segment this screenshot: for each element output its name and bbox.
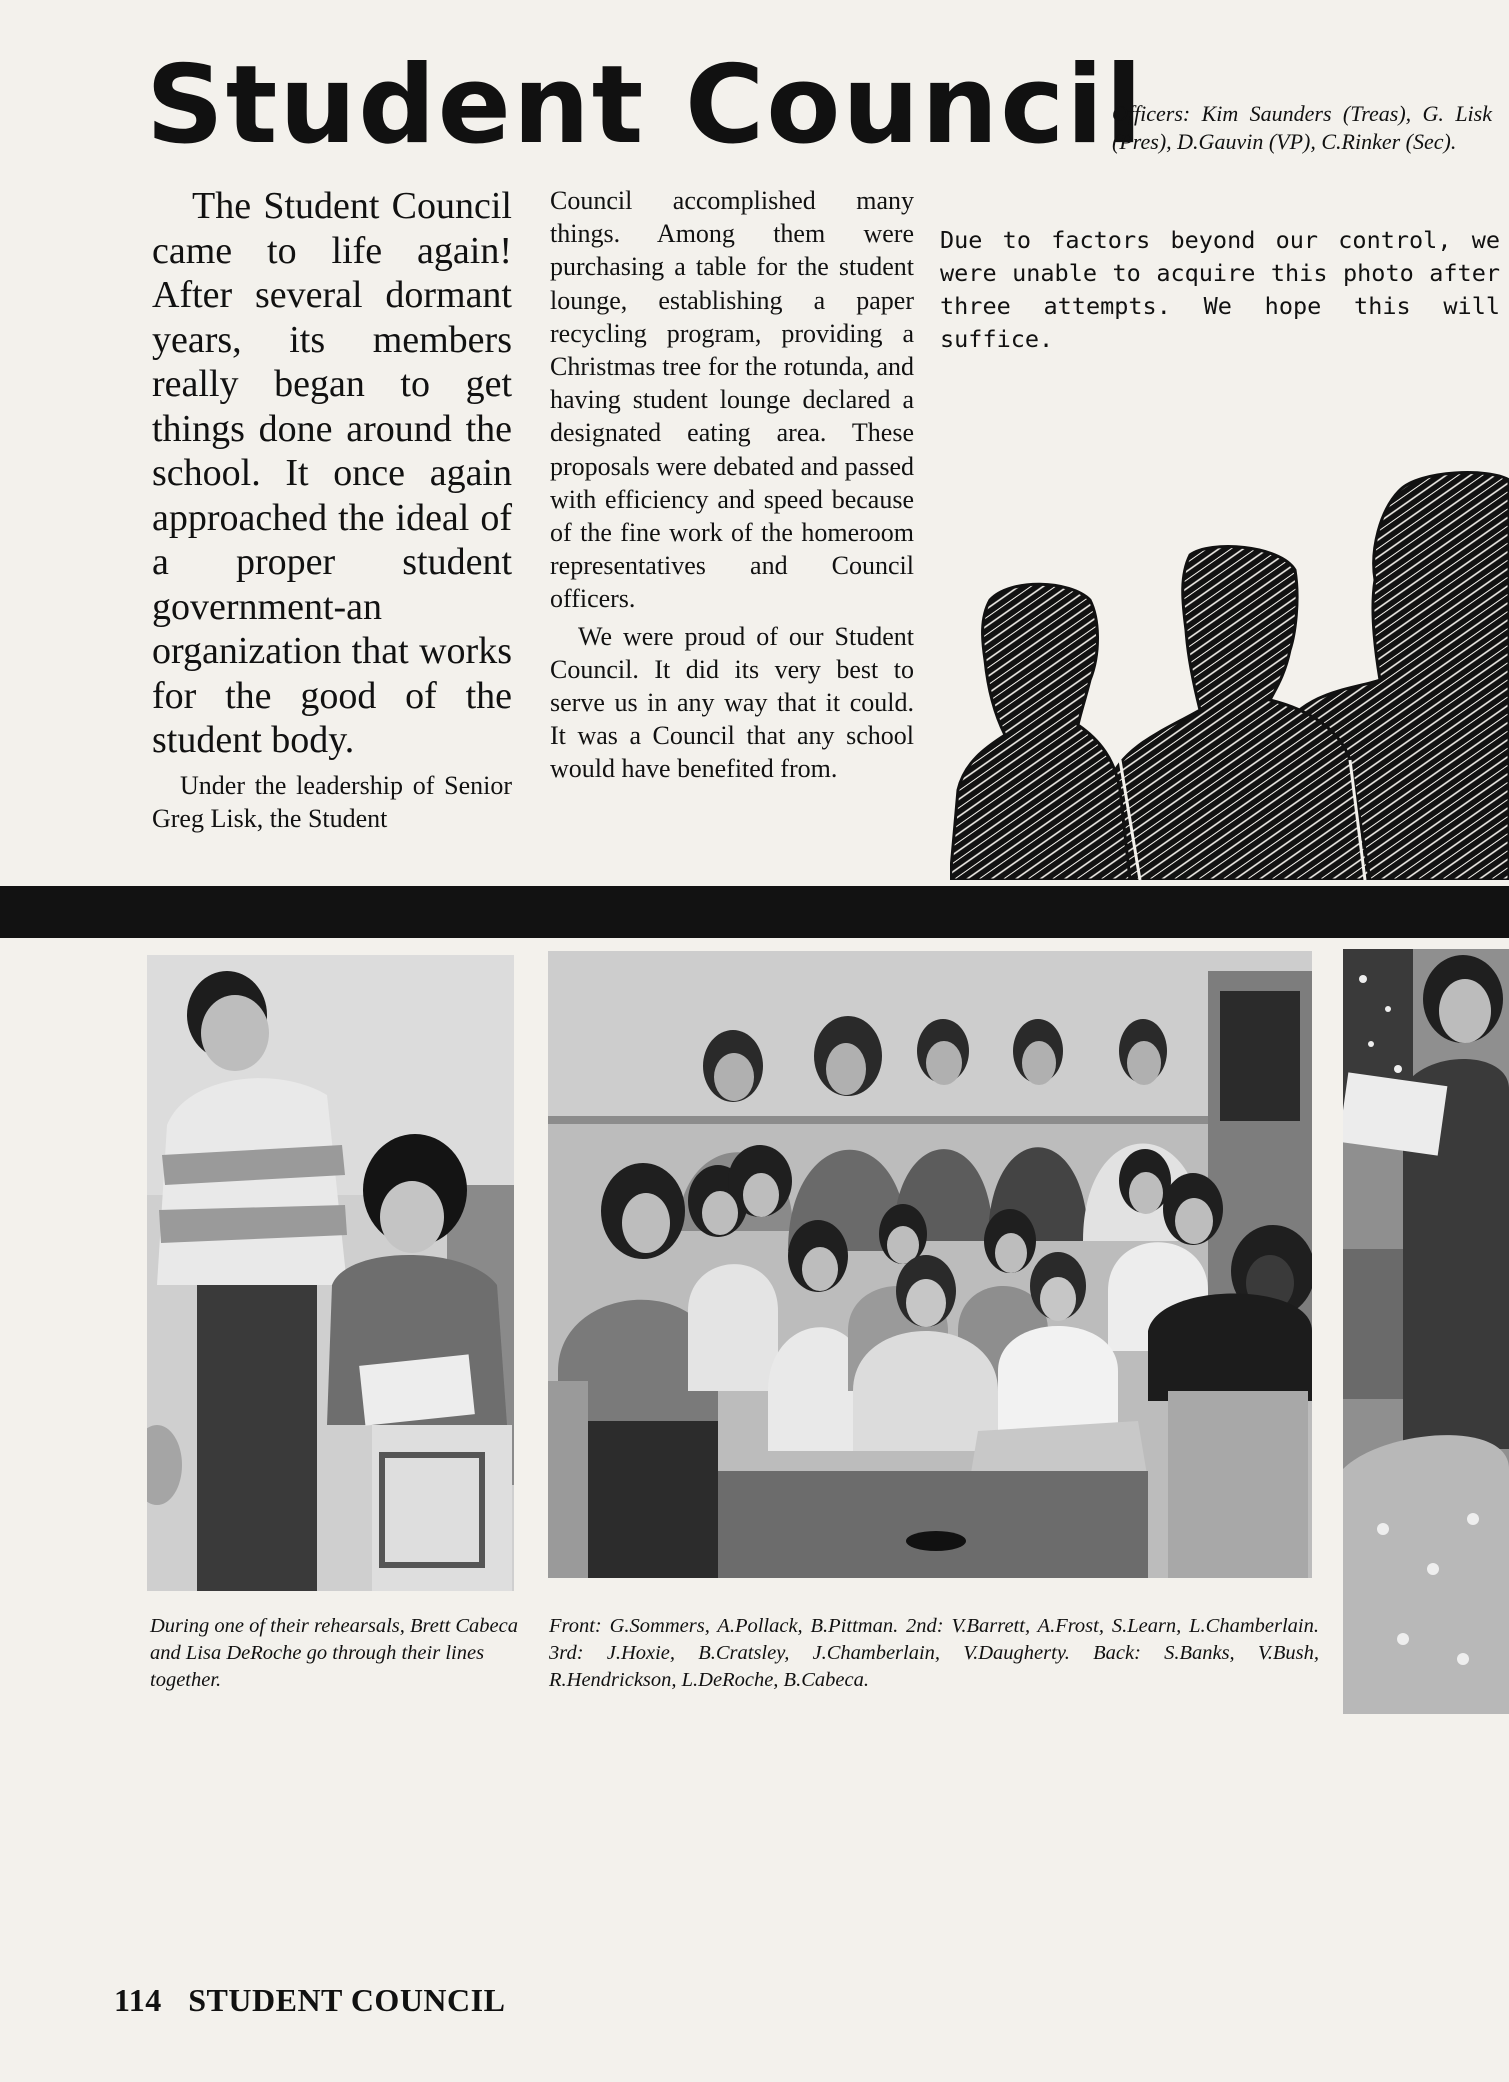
silhouettes-illustration	[950, 460, 1509, 880]
page-footer	[114, 1982, 505, 2019]
group-photo	[548, 951, 1312, 1578]
article-paragraph-3: We were proud of our Student Council. It did its very best to serve us in any way that it could. It was a Council that any school would have benefited from.	[550, 621, 914, 784]
article-paragraph-2-continued	[550, 184, 914, 616]
section-name: STUDENT COUNCIL	[188, 1982, 506, 2018]
article-paragraph-2-continued-text: Council accomplished many things. Among them were purchasing a table for the student lounge, establishing a paper recycling program, providing a Christmas tree for the rotunda, and having student lounge declared a designated eating area. These proposals were debated and passed with efficiency and speed because of the fine work of the homeroom representatives and Council officers.	[550, 186, 914, 614]
rehearsal-photo	[147, 955, 514, 1591]
rehearsal-caption: During one of their rehearsals, Brett Cabeca and Lisa DeRoche go through their lines together.	[150, 1615, 519, 1691]
lead-paragraph: The Student Council came to life again! After several dormant years, its members really began to get things done around the school. It once again approached the ideal of a proper student government-an organization that works for the good of the student body.	[152, 185, 512, 761]
divider-band	[0, 886, 1509, 938]
officers-caption: Officers: Kim Saunders (Treas), G. Lisk (Pres), D.Gauvin (VP), C.Rinker (Sec).	[1112, 101, 1492, 154]
article-column-left	[152, 184, 512, 835]
group-photo-caption: Front: G.Sommers, A.Pollack, B.Pittman. 2nd: V.Barrett, A.Frost, S.Learn, L.Chamberlain. 3rd: J.Hoxie, B.Cratsley, J.Chamberlain, V.Daugherty. Back: S.Banks, V.Bush, R.Hendrickson, L.DeRoche, B.Cabeca.	[549, 1615, 1319, 1691]
cropped-side-photo	[1343, 949, 1509, 1714]
article-column-right	[550, 184, 914, 786]
article-paragraph-2: Under the leadership of Senior Greg Lisk, the Student	[152, 770, 512, 833]
page-number: 114	[114, 1982, 162, 2018]
page-title: Student Council	[146, 43, 1145, 168]
photo-unavailable-notice: Due to factors beyond our control, we were unable to acquire this photo after three attempts. We hope this will suffice.	[940, 226, 1500, 353]
